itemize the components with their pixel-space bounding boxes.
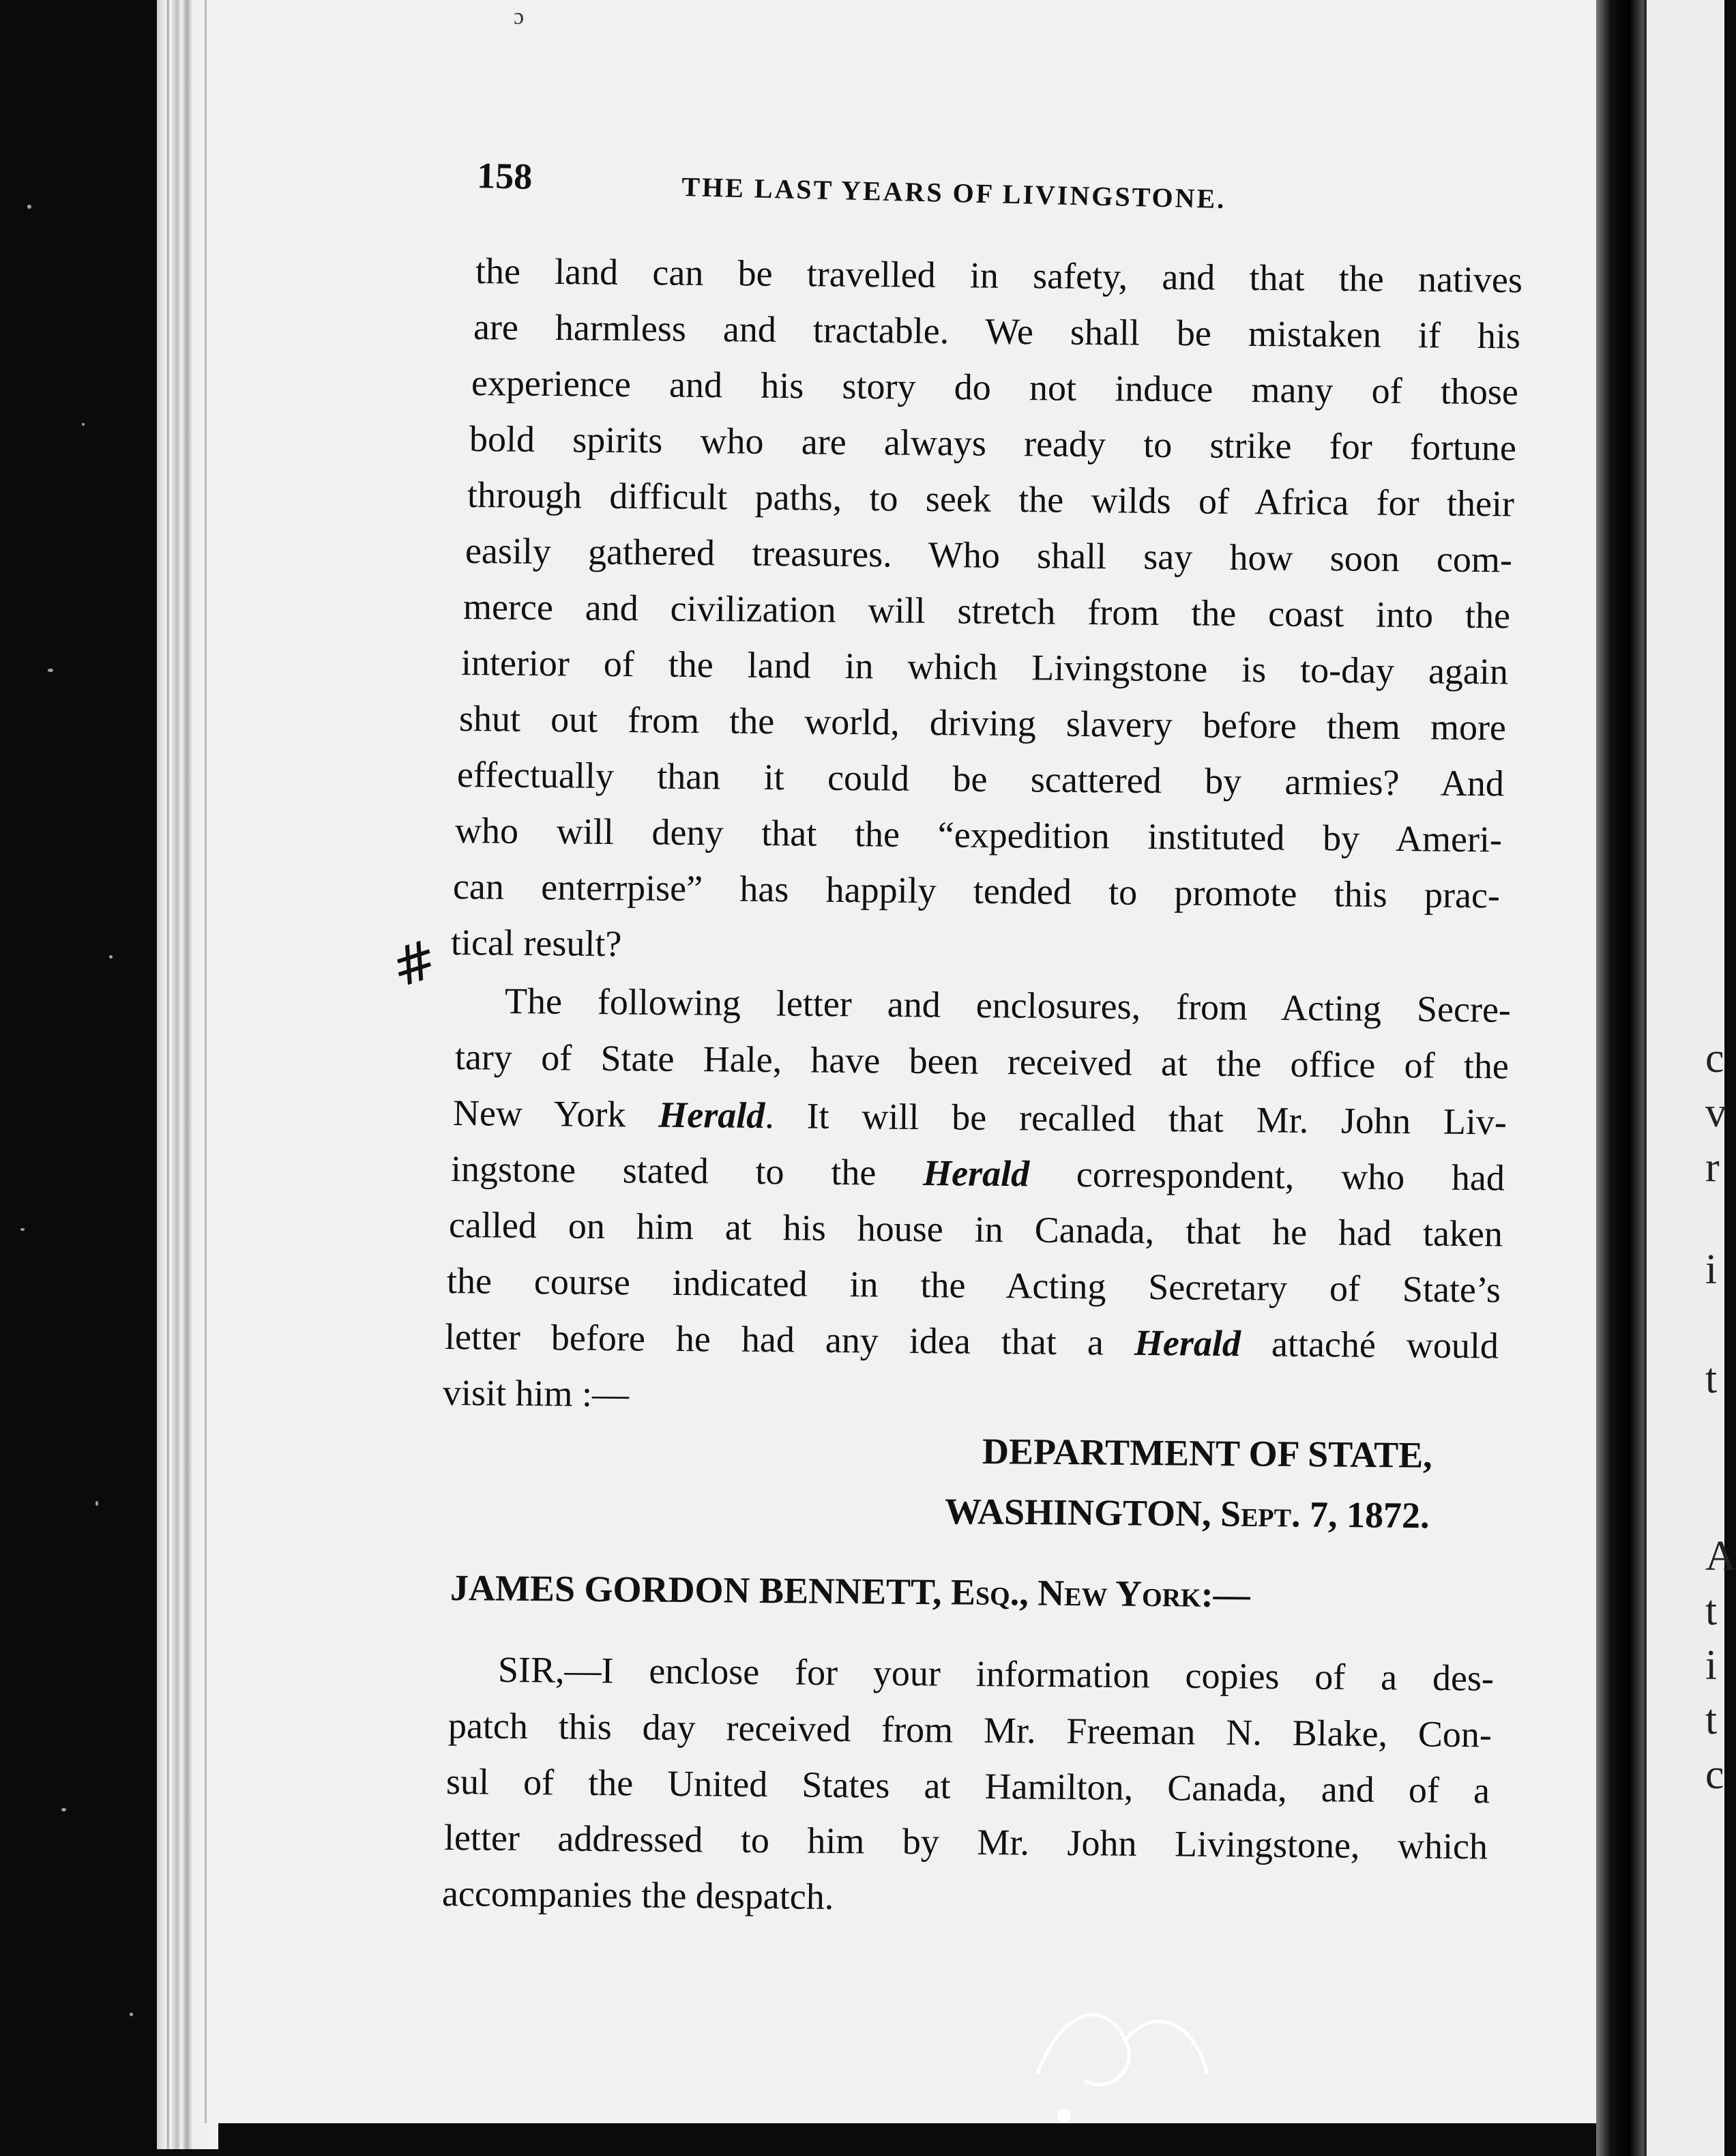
film-speck <box>130 2013 133 2016</box>
text-span: accompanies the despatch. <box>441 1873 834 1918</box>
text-line <box>459 700 1506 746</box>
margin-hash-mark: # <box>383 928 445 1000</box>
text-span: ingstone stated to the <box>450 1148 924 1194</box>
italic-newspaper-name: Herald <box>658 1094 765 1136</box>
facing-page-letter: i <box>1705 1247 1718 1293</box>
page-gutter-shadow <box>1596 0 1644 2156</box>
text-line <box>453 868 1500 914</box>
text-line <box>505 982 1511 1028</box>
text-span: who will deny that the “expedition instituted by Ameri- <box>454 810 1503 860</box>
text-span: letter before he had any idea that a <box>444 1316 1135 1363</box>
text-span: patch this day received from Mr. Freeman N. Blake, Con- <box>447 1705 1492 1756</box>
text-span: attaché would <box>1240 1323 1499 1367</box>
dateline-department <box>982 1433 1432 1474</box>
text-span: effectually than it could be scattered by armies? And <box>456 754 1505 804</box>
italic-newspaper-name: Herald <box>1134 1322 1241 1365</box>
text-line <box>475 250 1523 301</box>
text-span: letter addressed to him by Mr. John Livingstone, which <box>443 1817 1488 1867</box>
facing-page-letter: t <box>1705 1356 1718 1402</box>
text-span: The following letter and enclosures, from Acting Secre- <box>504 980 1512 1030</box>
text-line <box>467 474 1515 525</box>
text-line <box>442 1372 630 1415</box>
text-span: shut out from the world, driving slavery before them more <box>458 698 1507 748</box>
facing-page-letter: c <box>1705 1751 1724 1798</box>
dateline-place-date <box>945 1493 1430 1534</box>
text-span: easily gathered treasures. Who shall say how soon com- <box>465 530 1513 581</box>
text-span: interior of the land in which Livingstone is to-day again <box>460 642 1509 693</box>
text-line <box>455 812 1502 858</box>
facing-page-letter: A <box>1705 1533 1736 1579</box>
salutation-text: JAMES GORDON BENNETT, Esq., New York:— <box>450 1567 1250 1616</box>
text-line <box>457 756 1504 802</box>
text-span: are harmless and tractable. We shall be mistaken if his <box>473 306 1521 357</box>
text-line <box>452 1092 1507 1143</box>
text-span: through difficult paths, to seek the wilds of Africa for their <box>467 474 1515 525</box>
facing-page-letter: r <box>1705 1144 1720 1191</box>
text-span: the course indicated in the Acting Secretary of State’s <box>446 1260 1501 1311</box>
text-line <box>462 586 1511 637</box>
film-speck <box>27 205 31 209</box>
text-span: tical result? <box>450 922 622 965</box>
text-span: experience and his story do not induce many of those <box>471 362 1519 413</box>
text-span: sul of the United States at Hamilton, Canada, and of a <box>445 1761 1490 1811</box>
text-span: merce and civilization will stretch from the coast into the <box>462 586 1511 637</box>
text-line <box>447 1705 1492 1756</box>
page-number: 158 <box>476 154 533 197</box>
italic-newspaper-name: Herald <box>922 1152 1030 1195</box>
text-line <box>446 1260 1501 1311</box>
text-span: tary of State Hale, have been received at the office of the <box>454 1036 1510 1087</box>
text-line <box>465 530 1513 581</box>
text-line <box>471 362 1519 413</box>
dateline-place-date-text: WASHINGTON, Sept. 7, 1872. <box>944 1491 1430 1536</box>
text-line <box>448 1204 1503 1255</box>
facing-page-letter: v <box>1705 1090 1726 1136</box>
ink-mark: ɔ <box>514 4 525 29</box>
text-span: bold spirits who are always ready to strike for fortune <box>469 418 1517 469</box>
film-speck <box>82 423 85 426</box>
text-line <box>450 1148 1505 1199</box>
facing-page-letter: t <box>1705 1588 1718 1634</box>
text-span: called on him at his house in Canada, that he had taken <box>448 1204 1503 1255</box>
ink-doodle <box>1023 1992 1228 2142</box>
text-line <box>446 1763 1490 1809</box>
facing-page-letter: i <box>1705 1642 1718 1689</box>
page-header <box>476 154 1528 215</box>
text-line <box>454 1036 1510 1087</box>
text-span: New York <box>452 1092 659 1135</box>
film-speck <box>20 1228 25 1231</box>
text-line <box>444 1819 1488 1865</box>
text-span: the land can be travelled in safety, and that the natives <box>475 250 1523 301</box>
text-line <box>473 306 1521 357</box>
text-span: . It will be recalled that Mr. John Liv- <box>764 1094 1507 1143</box>
text-line <box>441 1873 834 1918</box>
film-speck <box>109 955 113 959</box>
text-span: correspondent, who had <box>1029 1153 1505 1199</box>
salutation <box>450 1567 1250 1616</box>
text-span: SIR,—I enclose for your information copies of a des- <box>497 1649 1495 1699</box>
running-head: THE LAST YEARS OF LIVINGSTONE. <box>681 171 1226 215</box>
text-line <box>444 1316 1499 1367</box>
text-line <box>469 418 1517 469</box>
film-speck <box>95 1501 98 1506</box>
film-speck <box>61 1808 66 1811</box>
text-line <box>498 1651 1494 1697</box>
text-line <box>450 922 622 965</box>
facing-page-letter: c <box>1705 1035 1724 1081</box>
text-span: can enterrpise” has happily tended to promote this prac- <box>452 866 1501 916</box>
dateline-department-text: DEPARTMENT OF STATE, <box>982 1431 1432 1476</box>
text-line <box>460 642 1509 693</box>
film-speck <box>48 669 53 672</box>
text-span: visit him :— <box>442 1372 630 1415</box>
facing-page-letter: t <box>1705 1697 1718 1743</box>
